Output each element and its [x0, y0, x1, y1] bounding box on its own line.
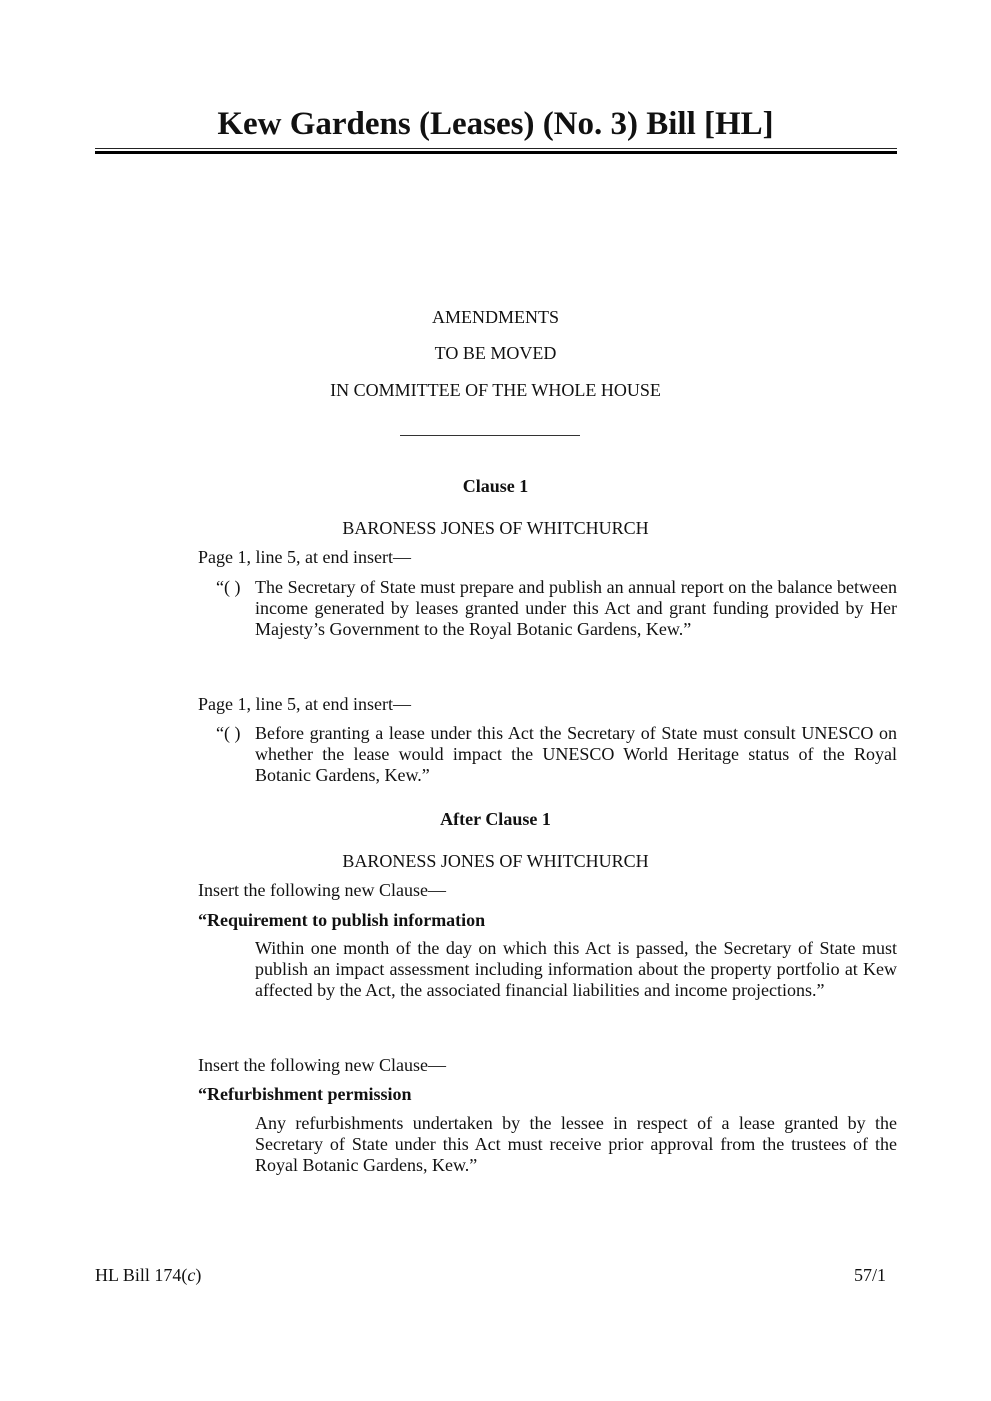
title-rule-thin	[95, 148, 897, 149]
bill-number-text: HL Bill 174(	[95, 1265, 188, 1285]
amendment-instruction: Page 1, line 5, at end insert—	[198, 547, 411, 567]
amendment-text: The Secretary of State must prepare and publish an annual report on the balance between income generated by leases granted under this Act and grant funding provided by Her Majesty’s Government to the Royal Botanic Gardens, Kew.”	[255, 577, 897, 639]
mover-name: BARONESS JONES OF WHITCHURCH	[342, 518, 649, 538]
mover-name: BARONESS JONES OF WHITCHURCH	[342, 851, 649, 871]
new-clause-text: Any refurbishments undertaken by the lessee in respect of a lease granted by the Secretary of State under this Act must receive prior approval from the trustees of the Royal Botanic Gardens, Kew.”	[255, 1113, 897, 1175]
new-clause-title: “Refurbishment permission	[198, 1084, 412, 1104]
bill-number-suffix: c	[187, 1265, 196, 1285]
amendment-instruction: Insert the following new Clause—	[198, 1055, 446, 1075]
amendment-reference: 57/1	[853, 1265, 886, 1285]
bill-number	[95, 1265, 201, 1286]
heading-to-be-moved: TO BE MOVED	[434, 343, 557, 363]
section-heading: Clause 1	[462, 476, 529, 496]
bill-title: Kew Gardens (Leases) (No. 3) Bill [HL]	[217, 106, 774, 142]
bill-number-close: )	[195, 1265, 202, 1285]
heading-amendments: AMENDMENTS	[431, 307, 559, 327]
new-clause-text: Within one month of the day on which this Act is passed, the Secretary of State must publish an impact assessment including information about the property portfolio at Kew affected by the Act, the associated financial liabilities and income projections.”	[255, 938, 897, 1000]
amendment-marker: “( )	[216, 577, 241, 597]
title-rule-thick	[95, 151, 897, 154]
amendment-text: Before granting a lease under this Act the Secretary of State must consult UNESCO on whether the lease would impact the UNESCO World Heritage status of the Royal Botanic Gardens, Kew.”	[255, 723, 897, 785]
section-heading: After Clause 1	[440, 809, 551, 829]
divider	[400, 435, 580, 436]
new-clause-title: “Requirement to publish information	[198, 910, 486, 930]
amendment-instruction: Insert the following new Clause—	[198, 880, 446, 900]
amendment-marker: “( )	[216, 723, 241, 743]
amendment-instruction: Page 1, line 5, at end insert—	[198, 694, 411, 714]
heading-committee: IN COMMITTEE OF THE WHOLE HOUSE	[330, 380, 661, 400]
